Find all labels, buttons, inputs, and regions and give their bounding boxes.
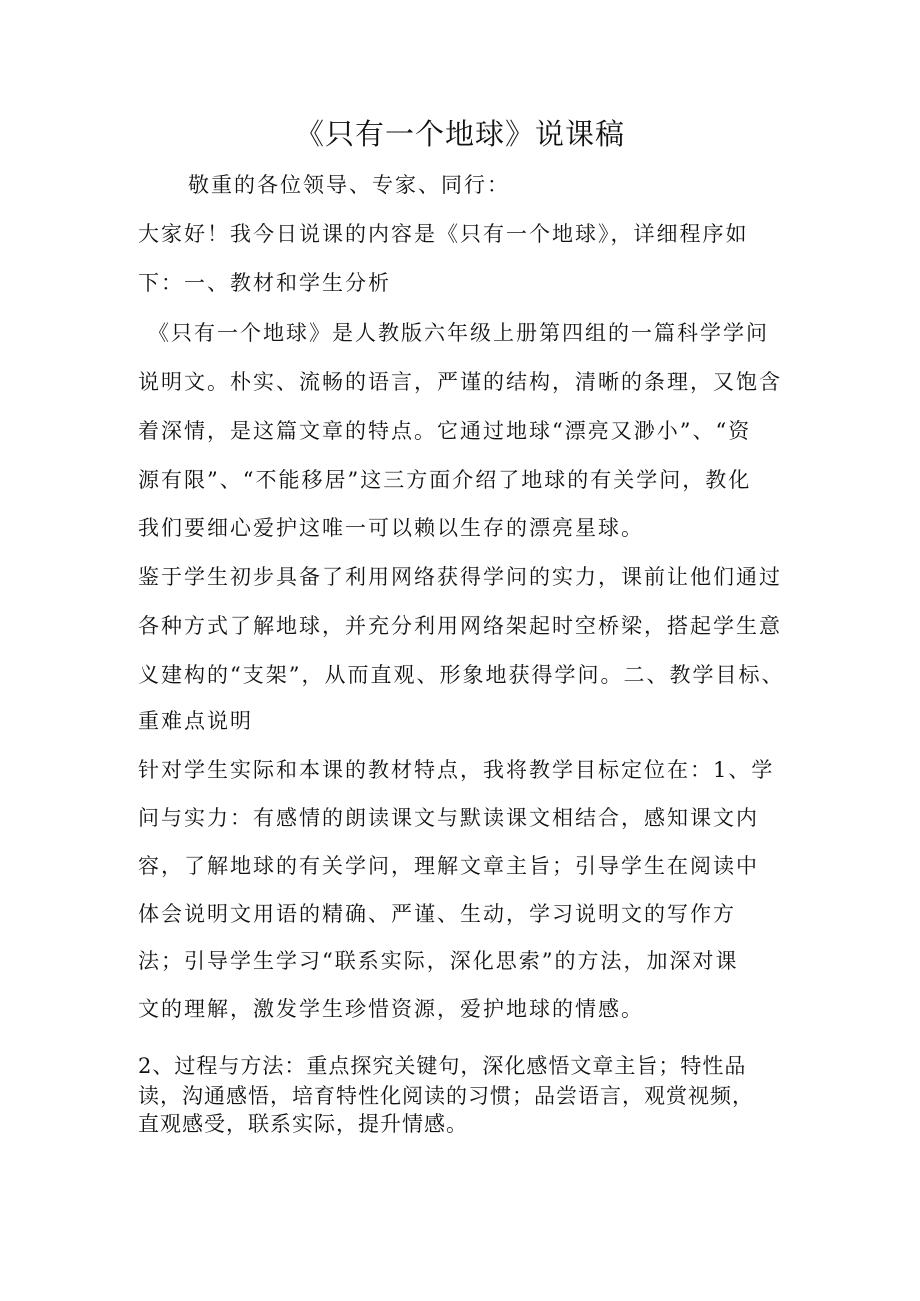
body-text-line: 着深情，是这篇文章的特点。它通过地球“漂亮又渺小”、“资 — [138, 419, 752, 443]
body-text-line: 读，沟通感悟，培育特性化阅读的习惯；品尝语言，观赏视频， — [138, 1084, 754, 1108]
body-text-line: 文的理解，激发学生珍惜资源，爱护地球的情感。 — [138, 997, 644, 1021]
body-text-line: 2、过程与方法：重点探究关键句，深化感悟文章主旨；特性品 — [138, 1054, 747, 1078]
body-text-line: 我们要细心爱护这唯一可以赖以生存的漂亮星球。 — [138, 516, 644, 540]
body-text-line: 针对学生实际和本课的教材特点，我将教学目标定位在：1、学 — [138, 758, 775, 782]
body-text-line: 问与实力：有感情的朗读课文与默读课文相结合，感知课文内 — [138, 806, 759, 830]
body-text-line: 义建构的“支架”，从而直观、形象地获得学问。二、教学目标、 — [138, 663, 785, 687]
body-text-line: 重难点说明 — [138, 709, 253, 733]
document-title: 《只有一个地球》说课稿 — [294, 117, 625, 151]
body-text-line: 说明文。朴实、流畅的语言，严谨的结构，清晰的条理，又饱含 — [138, 370, 782, 394]
body-text-line: 源有限”、“不能移居”这三方面介绍了地球的有关学问，教化 — [138, 468, 752, 492]
body-text-line: 各种方式了解地球，并充分利用网络架起时空桥梁，搭起学生意 — [138, 614, 782, 638]
body-text-line: 鉴于学生初步具备了利用网络获得学问的实力，课前让他们通过 — [138, 565, 782, 589]
body-text-line: 直观感受，联系实际，提升情感。 — [138, 1112, 468, 1136]
greeting-line: 敬重的各位领导、专家、同行： — [188, 173, 510, 197]
body-text-line: 体会说明文用语的精确、严谨、生动，学习说明文的写作方 — [138, 902, 736, 926]
body-text-line: 法；引导学生学习“联系实际，深化思索”的方法，加深对课 — [138, 949, 739, 973]
body-text-line: 《只有一个地球》是人教版六年级上册第四组的一篇科学学问 — [148, 321, 769, 345]
body-text-line: 大家好！我今日说课的内容是《只有一个地球》，详细程序如 — [138, 222, 749, 246]
body-text-line: 容，了解地球的有关学问，理解文章主旨；引导学生在阅读中 — [138, 854, 759, 878]
body-text-line: 下：一、教材和学生分析 — [138, 271, 391, 295]
